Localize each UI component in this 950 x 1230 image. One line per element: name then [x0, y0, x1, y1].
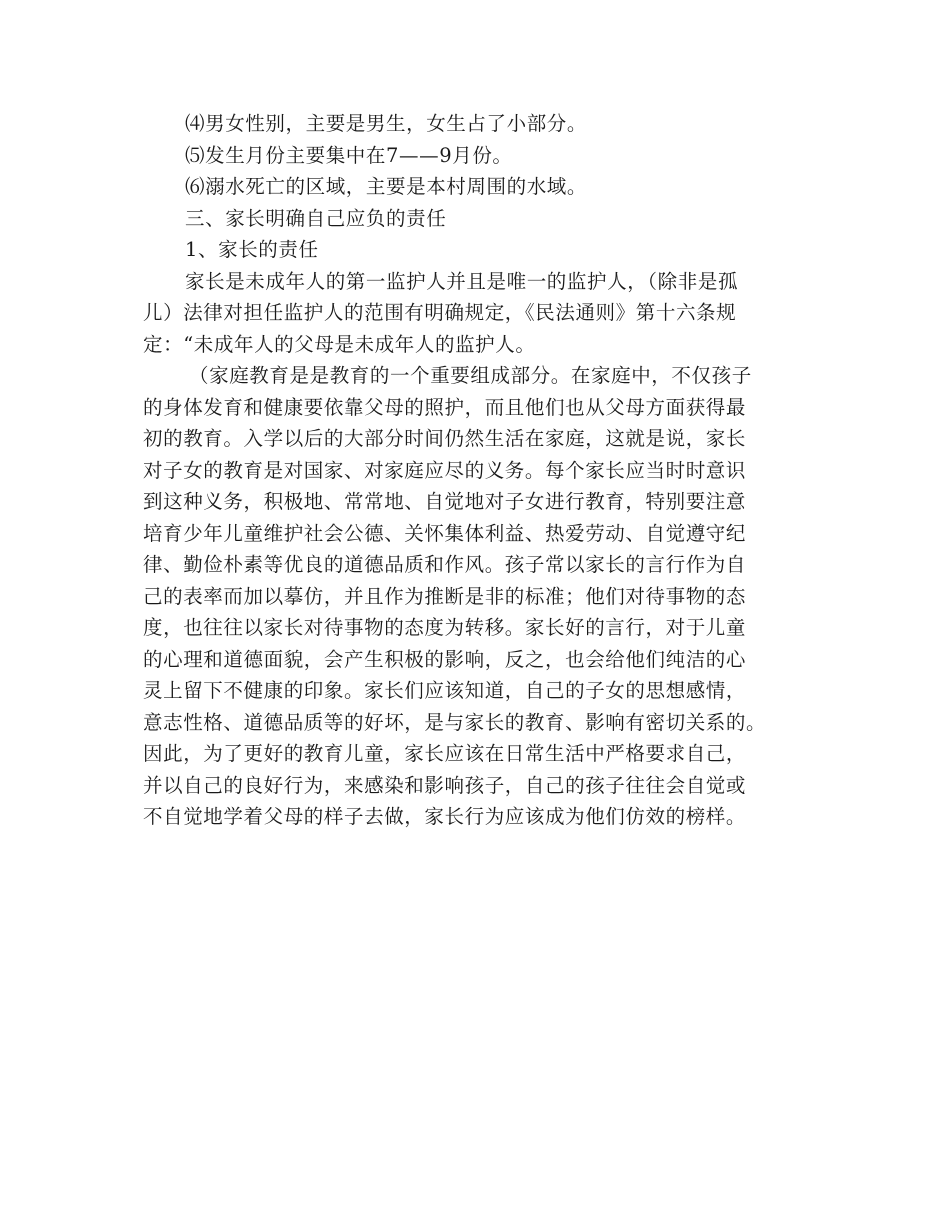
- paragraph-family-education: [143, 360, 808, 833]
- section-heading: 三、家长明确自己应负的责任: [185, 206, 447, 230]
- paragraph-line: 培育少年儿童维护社会公德、关怀集体利益、热爱劳动、自觉遵守纪: [143, 521, 747, 545]
- list-item-gender: ⑷男女性别，主要是男生，女生占了小部分。: [185, 112, 588, 135]
- paragraph-line: 的心理和道德面貌，会产生积极的影响，反之，也会给他们纯洁的心: [143, 647, 747, 671]
- paragraph-line: 律、勤俭朴素等优良的道德品质和作风。孩子常以家长的言行作为自: [143, 553, 747, 576]
- list-item-area: ⑹溺水死亡的区域，主要是本村周围的水域。: [185, 175, 588, 198]
- document-body: [143, 108, 808, 833]
- paragraph-line: 到这种义务，积极地、常常地、自觉地对子女进行教育，特别要注意: [143, 490, 747, 513]
- subsection-heading: 1、家长的责任: [185, 238, 319, 261]
- paragraph-line: 灵上留下不健康的印象。家长们应该知道，自己的子女的思想感情，: [143, 679, 747, 702]
- paragraph-line: 因此，为了更好的教育儿童，家长应该在日常生活中严格要求自己，: [143, 742, 747, 765]
- paragraph-line: 并以自己的良好行为，来感染和影响孩子，自己的孩子往往会自觉或: [143, 773, 747, 797]
- paragraph-line: 度，也往往以家长对待事物的态度为转移。家长好的言行，对于儿童: [143, 616, 747, 639]
- paragraph-line: 意志性格、道德品质等的好坏，是与家长的教育、影响有密切关系的。: [143, 710, 767, 734]
- list-item-month: ⑸发生月份主要集中在7——9月份。: [185, 143, 513, 167]
- paragraph-line: 对子女的教育是对国家、对家庭应尽的义务。每个家长应当时时意识: [143, 458, 747, 482]
- paragraph-line: 儿）法律对担任监护人的范围有明确规定，《民法通则》第十六条规: [143, 301, 737, 324]
- paragraph-line: 定：“未成年人的父母是未成年人的监护人。: [143, 332, 536, 356]
- paragraph-line: 不自觉地学着父母的样子去做，家长行为应该成为他们仿效的榜样。: [143, 805, 747, 828]
- paragraph-line: （家庭教育是是教育的一个重要组成部分。在家庭中，不仅孩子: [189, 364, 752, 387]
- paragraph-line: 的身体发育和健康要依靠父母的照护，而且他们也从父母方面获得最: [143, 395, 747, 419]
- paragraph-line: 己的表率而加以摹仿，并且作为推断是非的标准；他们对待事物的态: [143, 584, 747, 608]
- paragraph-line: 初的教育。入学以后的大部分时间仍然生活在家庭，这就是说，家长: [143, 427, 747, 450]
- paragraph-line: 家长是未成年人的第一监护人并且是唯一的监护人，（除非是孤: [185, 269, 739, 293]
- paragraph-guardian: [143, 266, 808, 361]
